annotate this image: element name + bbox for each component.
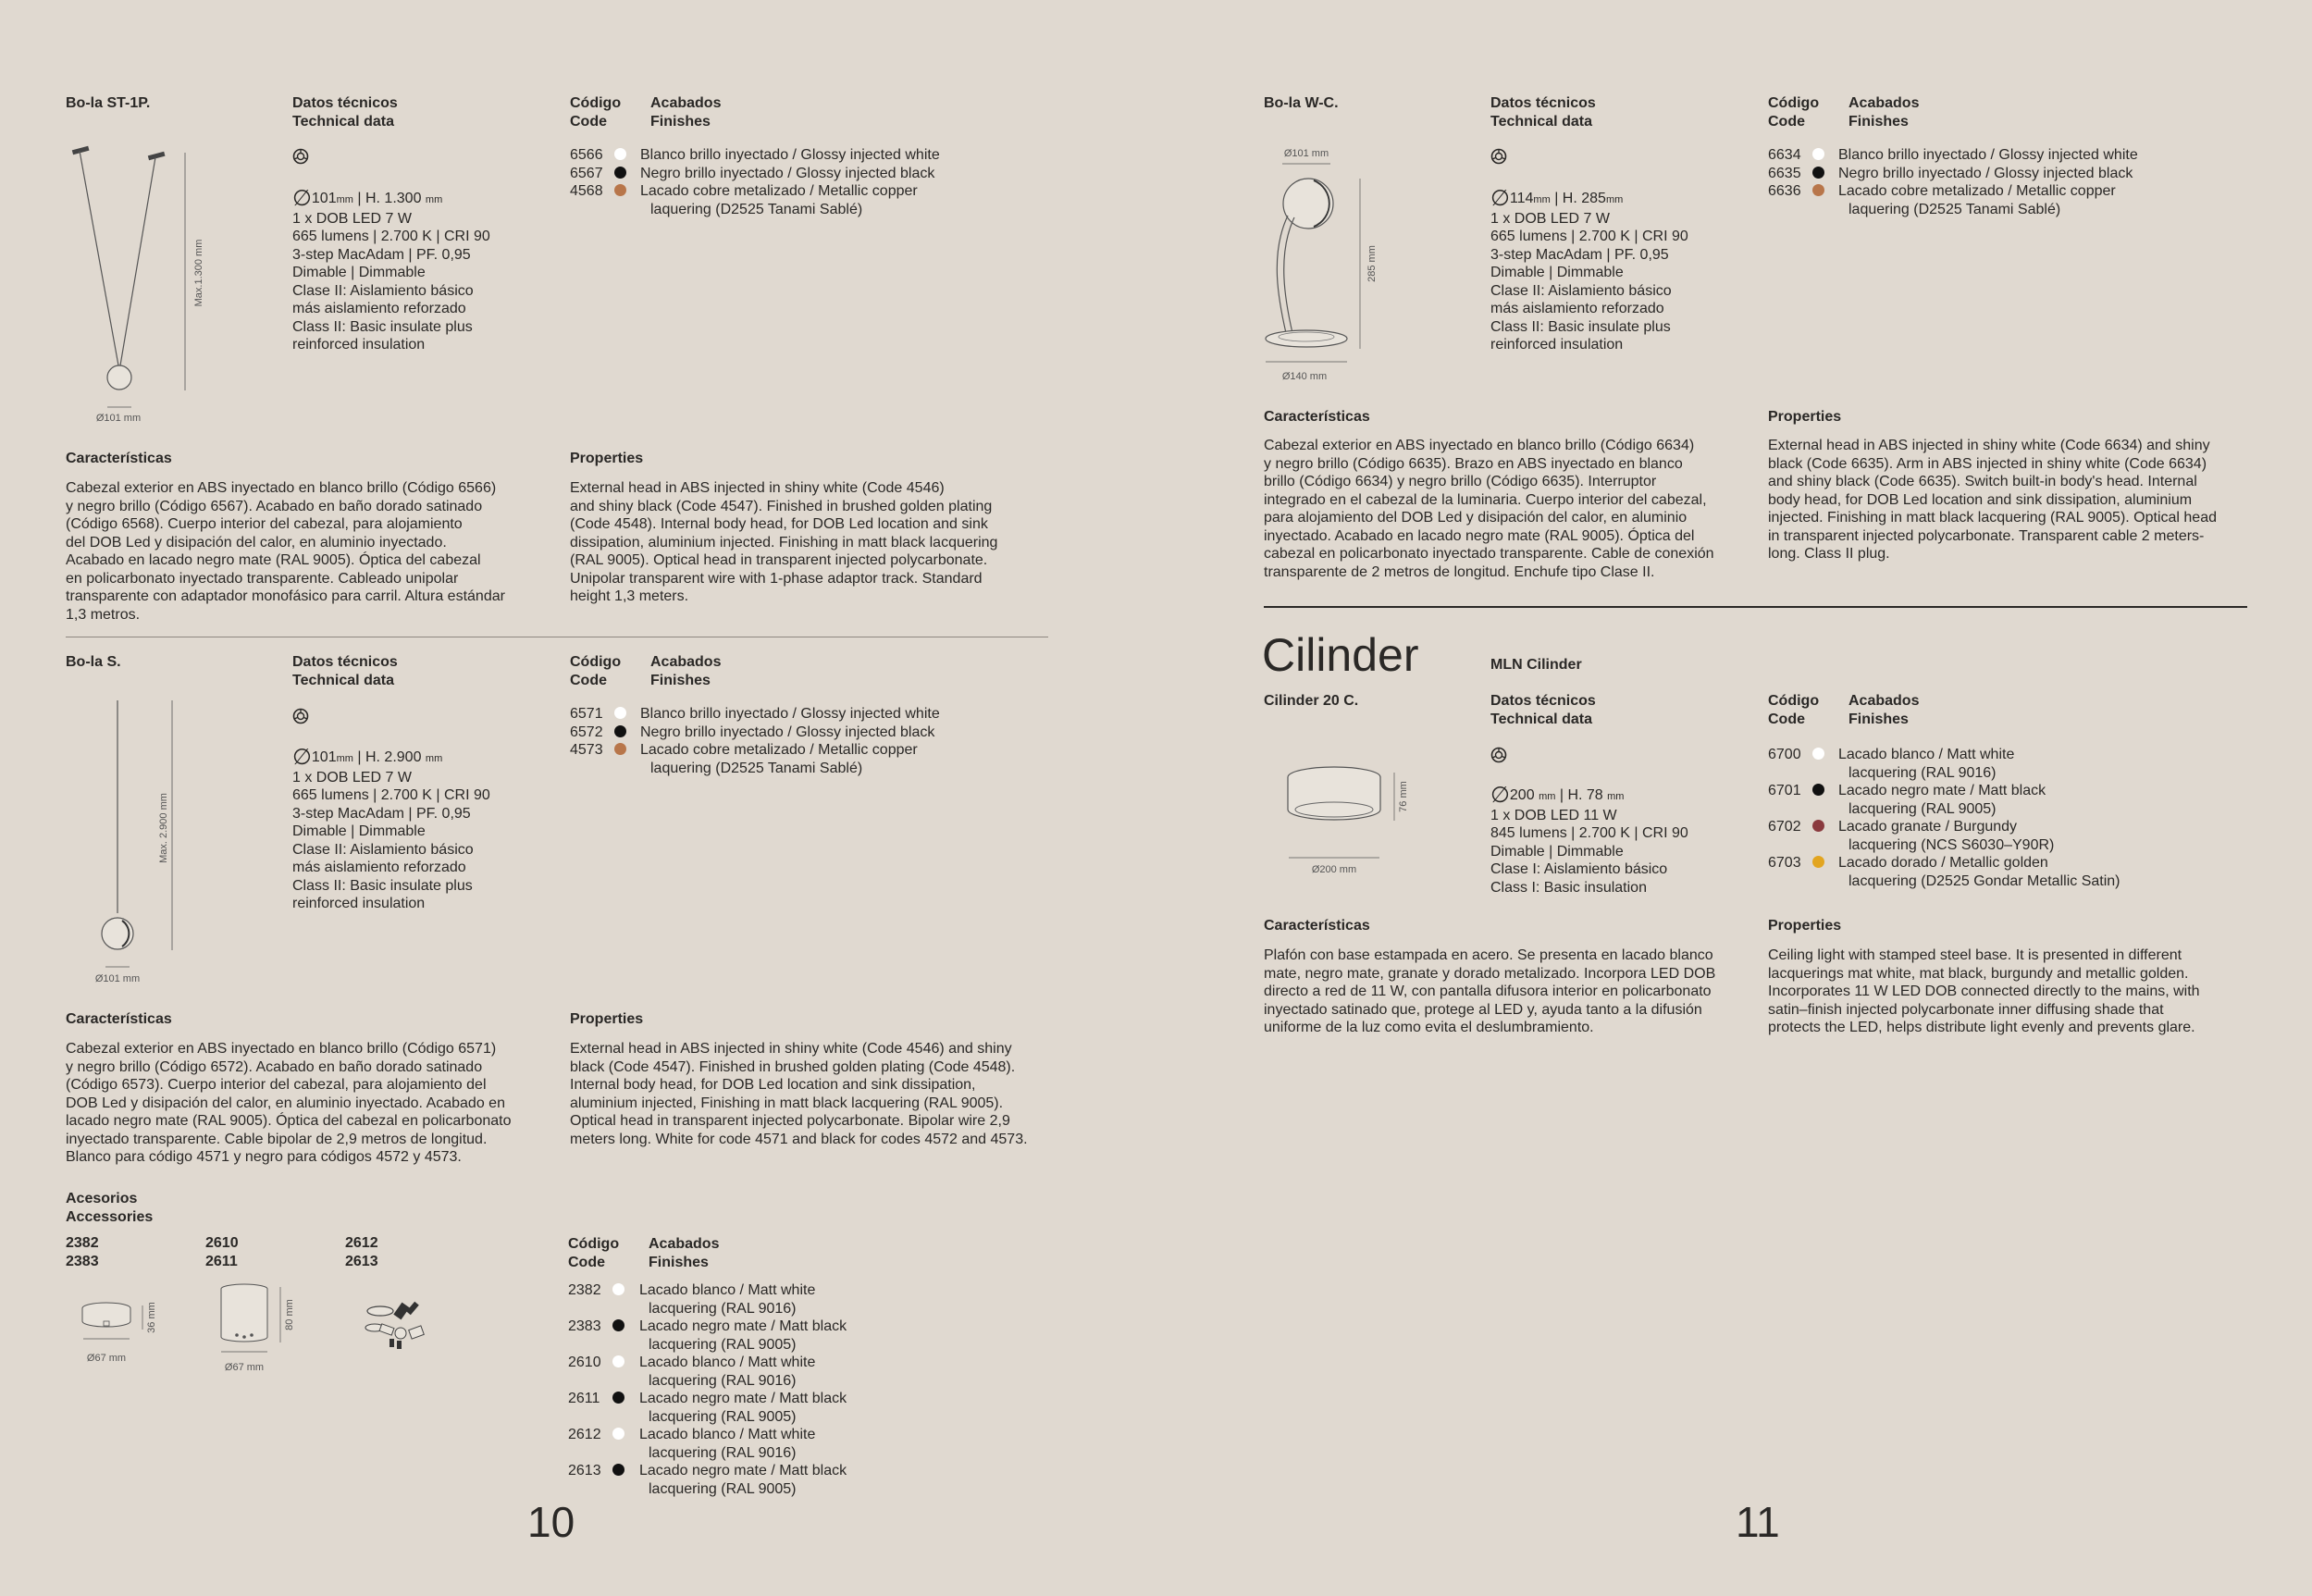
code-row: 6566 Blanco brillo inyectado / Glossy injected white [570,147,940,163]
codes-list-s: 6571 Blanco brillo inyectado / Glossy injected white 6572 Negro brillo inyectado / Glossy injected black 4573 Lacado cobre metalizado / Metallic copper laquering (D2525 Tanami Sablé) [570,706,940,776]
characteristics-title: Características [66,1011,172,1027]
spec-dimensions: ∅101mm | H. 2.900 mm [292,745,443,770]
bola-wc-drawing [1260,143,1399,389]
characteristics-text: Cabezal exterior en ABS inyectado en blanco brillo (Código 6634) y negro brillo (Código 6635). Brazo en ABS inyectado en blanco brillo (Código 6634) y negro brillo (Código 6635). Interruptor integrado en el cabezal de la luminaria. Cuerpo interior del cabezal, para alojamiento del DOB Led y disipación del calor, en aluminio inyectado. Acabado en lacado negro mate (RAL 9005). Óptica del cabezal en policarbonato inyectado transparente. Cable de conexión transparente de 2 metros de longitud. Enchufe tipo Clase II. [1264,438,1714,580]
properties-title: Properties [1768,918,1842,934]
spec-line: Clase II: Aislamiento básico [292,282,474,299]
svg-text:Ø140 mm: Ø140 mm [1281,371,1328,382]
tech-header-es: Datos técnicos [292,95,398,111]
color-swatch-black [1812,167,1824,179]
product-name-cilinder: Cilinder 20 C. [1264,693,1359,709]
spec-line: 1 x DOB LED 7 W [292,210,412,227]
properties-text: External head in ABS injected in shiny white (Code 4546) and shiny black (Code 4547). Finished in brushed golden plating (Code 4548). Internal body head, for DOB Led location and sink dissipation, aluminium injected, Finishing in matt black lacquering (RAL 9005). Optical head in transparent injected polycarbonate. Bipolar wire 2,9 meters long. White for code 4571 and black for codes 4572 and 4573. [570,1041,1028,1147]
code-header: Código Code [1768,693,1820,727]
finishes-header [650,94,721,130]
spec-line: Dimable | Dimmable [292,265,426,280]
code-row: 6635 Negro brillo inyectado / Glossy injected black [1768,165,2133,181]
spec-block-st1p [292,186,490,354]
tech-header: Datos técnicos Technical data [1490,693,1596,727]
led-chip-icon [1490,747,1509,765]
color-swatch-white [612,1283,624,1295]
accessory-codes-2: 2610 2611 [205,1235,239,1269]
code-header: Código Code [568,1236,620,1270]
diameter-icon: ∅ [292,745,312,770]
tech-header: Datos técnicos Technical data [292,654,398,688]
dim-width-label: Ø101 mm [95,413,142,424]
properties-text: External head in ABS injected in shiny white (Code 4546) and shiny black (Code 4547). Finished in brushed golden plating (Code 4548). Internal body head, for DOB Led location and sink dissipation, aluminium injected. Finishing in matt black lacquering (RAL 9005). Optical head in transparent injected polycarbonate. Unipolar transparent wire with 1-phase adaptor track. Standard height 1,3 meters. [570,480,998,604]
code-row: 4568 Lacado cobre metalizado / Metallic copper [570,183,918,199]
canopy-2610-drawing [213,1281,305,1383]
code-header: Código Code [570,654,622,688]
family-title: Cilinder [1262,629,1419,681]
canopy-2382-drawing [74,1291,167,1365]
svg-text:Ø200 mm: Ø200 mm [1311,864,1357,875]
characteristics-title: Características [66,451,172,466]
svg-text:Ø67 mm: Ø67 mm [224,1362,265,1373]
dim-height-label: Max.1.300 mm [193,239,204,307]
properties-title: Properties [570,451,644,466]
color-swatch-black [612,1319,624,1331]
characteristics-text: Cabezal exterior en ABS inyectado en blanco brillo (Código 6566) y negro brillo (Código 6567). Acabado en baño dorado satinado (Código 6568). Cuerpo interior del cabezal, para alojamiento del DOB Led y disipación del calor, en aluminio inyectado. Acabado en lacado negro mate (RAL 9005). Óptica del cabezal en policarbonato inyectado transparente. Cableado unipolar transparente con adaptador monofásico para carril. Altura estándar 1,3 metros. [66,480,505,623]
spec-dimensions: ∅200 mm | H. 78 mm [1490,783,1625,808]
finishes-header-es: Acabados [650,95,722,111]
color-swatch-burgundy [1812,820,1824,832]
characteristics-text: Plafón con base estampada en acero. Se presenta en lacado blanco mate, negro mate, granate y dorado metalizado. Incorpora LED DOB directo a red de 11 W, con pantalla difusora interior en policarbonato inyectado satinado que, protege al LED y, ayuda tanto a la difusión uniforme de la luz como evita el deslumbramiento. [1264,947,1716,1035]
svg-text:Ø67 mm: Ø67 mm [86,1353,127,1364]
finishes-header: Acabados Finishes [649,1236,720,1270]
code-row: 2383 Lacado negro mate / Matt black [568,1318,847,1334]
codes-list-wc: 6634 Blanco brillo inyectado / Glossy injected white 6635 Negro brillo inyectado / Glossy injected black 6636 Lacado cobre metalizado / Metallic copper laquering (D2525 Tanami Sablé) [1768,147,2138,217]
diameter-icon: ∅ [1490,783,1510,808]
spec-block-cilinder: ∅200 mm | H. 78 mm 1 x DOB LED 11 W 845 lumens | 2.700 K | CRI 90 Dimable | Dimmable Clase I: Aislamiento básico Class I: Basic insulation [1490,783,1688,896]
code-row: 6701 Lacado negro mate / Matt black [1768,783,2046,798]
finishes-header: Acabados Finishes [1848,693,1920,727]
spec-dimensions: ∅101mm | H. 1.300 mm [292,186,443,211]
spec-line: reinforced insulation [292,337,426,353]
codes-list-st1p: 6566 Blanco brillo inyectado / Glossy injected white 6567 Negro brillo inyectado / Glossy injected black 4568 Lacado cobre metalizado / Metallic copper laquering (D2525 Tanami Sablé) [570,147,940,217]
characteristics-title: Características [1264,918,1370,934]
svg-text:80 mm: 80 mm [284,1299,295,1330]
color-swatch-black [612,1464,624,1476]
led-chip-icon [1490,148,1509,167]
finishes-header: Acabados Finishes [650,654,722,688]
accessories-title: Acesorios Accessories [66,1191,154,1225]
led-chip-icon [292,148,311,167]
spec-line: más aislamiento reforzado [292,301,466,316]
finishes-header: Acabados Finishes [1848,95,1920,130]
color-swatch-white [614,148,626,160]
code-header-en: Code [570,113,607,130]
color-swatch-golden [1812,856,1824,868]
color-swatch-white [1812,148,1824,160]
family-subtitle: MLN Cilinder [1490,657,1582,673]
dim-height-label: Max. 2.900 mm [158,793,169,863]
codes-list-accessories: 2382 Lacado blanco / Matt white lacquering (RAL 9016) 2383 Lacado negro mate / Matt black lacquering (RAL 9005) 2610 Lacado blanco / Matt white lacquering (RAL 9016) 2611 Lacado negro mate / Matt black lacquering (RAL 9005) 2612 Lacado blanco / Matt white lacquering (RAL 9016) 2613 Lacado negro mate / Matt black lacquering (RAL 9005) [568,1282,847,1497]
spec-line: 665 lumens | 2.700 K | CRI 90 [292,229,490,244]
color-swatch-black [612,1392,624,1404]
code-row: 2611 Lacado negro mate / Matt black [568,1391,847,1406]
accessory-codes-1: 2382 2383 [66,1235,99,1269]
color-swatch-white [612,1355,624,1367]
product-name-st1p: Bo-la ST-1P. [66,95,151,111]
code-row: 6700 Lacado blanco / Matt white [1768,747,2015,762]
dim-width-label: Ø101 mm [94,973,141,984]
code-row: 6567 Negro brillo inyectado / Glossy injected black [570,165,935,181]
svg-text:Ø101 mm: Ø101 mm [1283,148,1329,159]
code-row: 6634 Blanco brillo inyectado / Glossy injected white [1768,147,2138,163]
cilinder-drawing [1281,763,1420,879]
color-swatch-copper [1812,184,1824,196]
led-chip-icon [292,708,311,726]
properties-text: External head in ABS injected in shiny white (Code 6634) and shiny black (Code 6635). Arm in ABS injected in shiny white (Code 6634) and shiny black (Code 6635). Switch built-in body's head. Internal body head, for DOB Led location and sink dissipation, aluminium injected. Finishing in matt black lacquering (RAL 9005). Optical head in transparent injected polycarbonate. Transparent cable 2 meters- long. Class II plug. [1768,438,2217,562]
code-row: 2610 Lacado blanco / Matt white [568,1355,816,1370]
code-row: 2613 Lacado negro mate / Matt black [568,1463,847,1478]
bola-st1p-drawing [63,139,229,426]
code-row: 6571 Blanco brillo inyectado / Glossy injected white [570,706,940,722]
svg-text:285 mm: 285 mm [1366,245,1378,282]
page-number: 10 [527,1498,575,1546]
bola-s-drawing [74,699,204,985]
color-swatch-white [612,1428,624,1440]
code-row: 4573 Lacado cobre metalizado / Metallic copper [570,742,918,758]
page-number: 11 [1736,1498,1780,1546]
svg-text:36 mm: 36 mm [146,1302,157,1333]
spec-dimensions: ∅114mm | H. 285mm [1490,186,1624,211]
tech-header: Datos técnicos Technical data [1490,95,1596,130]
code-header: Código Code [1768,95,1820,130]
code-row: 6703 Lacado dorado / Metallic golden [1768,855,2048,871]
properties-text: Ceiling light with stamped steel base. It is presented in different lacquerings mat white, mat black, burgundy and metallic golden. Incorporates 11 W LED DOB connected directly to the mains, with satin–finish injected polycarbonate inner diffusing shade that protects the LED, helps distribute light evenly and prevents glare. [1768,947,2200,1035]
product-name-wc: Bo-la W-C. [1264,95,1339,111]
color-swatch-copper [614,743,626,755]
section-divider [1264,606,2247,608]
color-swatch-black [614,725,626,737]
code-row: 2612 Lacado blanco / Matt white [568,1427,816,1442]
code-header [570,94,621,130]
tech-header-en: Technical data [292,113,394,130]
code-row: 6636 Lacado cobre metalizado / Metallic copper [1768,183,2116,199]
code-header-es: Código [570,95,622,111]
diameter-icon: ∅ [292,186,312,211]
product-name-s: Bo-la S. [66,654,121,670]
spec-line: Class II: Basic insulate plus [292,318,473,335]
diameter-icon: ∅ [1490,186,1510,211]
codes-list-cilinder: 6700 Lacado blanco / Matt white lacquering (RAL 9016) 6701 Lacado negro mate / Matt black lacquering (RAL 9005) 6702 Lacado granate / Burgundy lacquering (NCS S6030–Y90R) 6703 Lacado dorado / Metallic golden lacquering (D2525 Gondar Metallic Satin) [1768,747,2120,889]
characteristics-text: Cabezal exterior en ABS inyectado en blanco brillo (Código 6571) y negro brillo (Código 6572). Acabado en baño dorado satinado (Código 6573). Cuerpo interior del cabezal, para alojamiento del DOB Led y disipación del calor, en aluminio inyectado. Acabado en lacado negro mate (RAL 9005). Óptica del cabezal en policarbonato inyectado transparente. Cable bipolar de 2,9 metros de longitud. Blanco para código 4571 y negro para códigos 4572 y 4573. [66,1041,512,1165]
properties-title: Properties [1768,409,1842,425]
accessory-codes-3: 2612 2613 [345,1235,378,1269]
color-swatch-copper [614,184,626,196]
spec-block-wc: ∅114mm | H. 285mm 1 x DOB LED 7 W 665 lumens | 2.700 K | CRI 90 3-step MacAdam | PF. 0,95 Dimable | Dimmable Clase II: Aislamiento básico más aislamiento reforzado Class II: Basic insulate plus reinforced insulation [1490,186,1688,353]
svg-text:76 mm: 76 mm [1398,781,1409,812]
code-row: 6572 Negro brillo inyectado / Glossy injected black [570,724,935,740]
color-swatch-black [1812,784,1824,796]
accessory-kit-2612-drawing [356,1300,449,1365]
code-row: 2382 Lacado blanco / Matt white [568,1282,816,1298]
properties-title: Properties [570,1011,644,1027]
color-swatch-white [614,707,626,719]
characteristics-title: Características [1264,409,1370,425]
spec-line: 3-step MacAdam | PF. 0,95 [292,246,471,263]
spec-block-s: ∅101mm | H. 2.900 mm 1 x DOB LED 7 W 665 lumens | 2.700 K | CRI 90 3-step MacAdam | PF. 0,95 Dimable | Dimmable Clase II: Aislamiento básico más aislamiento reforzado Class II: Basic insulate plus reinforced insulation [292,745,490,911]
color-swatch-black [614,167,626,179]
finishes-header-en: Finishes [650,113,711,130]
tech-header [292,94,398,130]
color-swatch-white [1812,748,1824,760]
code-row: 6702 Lacado granate / Burgundy [1768,819,2018,835]
